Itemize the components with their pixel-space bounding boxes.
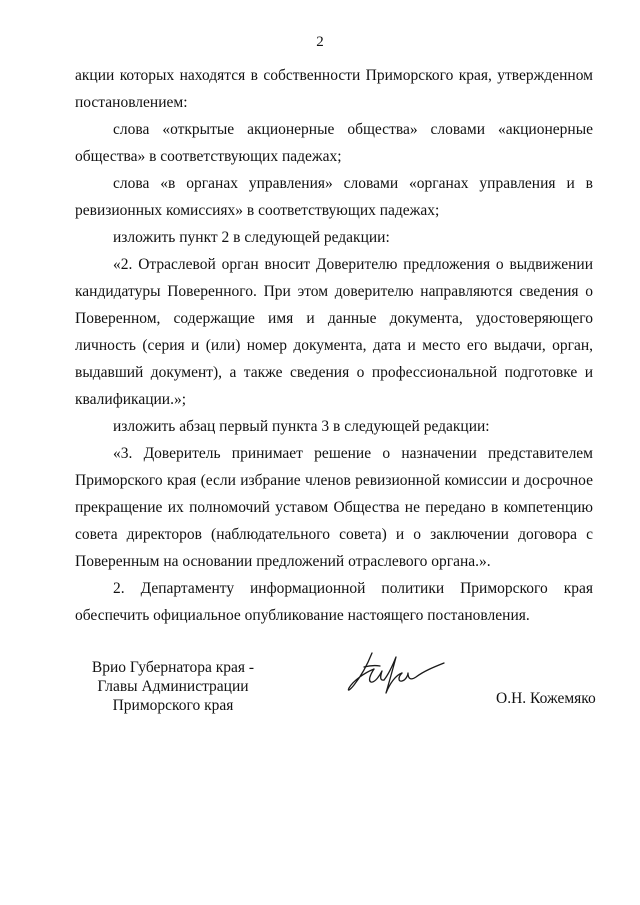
signatory-position-line: Врио Губернатора края - — [91, 659, 255, 676]
paragraph: 2. Департаменту информационной политики Приморского края обеспечить официальное опубликование настоящего постановления. — [75, 580, 593, 624]
paragraph: «2. Отраслевой орган вносит Доверителю предложения о выдвижении кандидатуры Поверенного. При этом доверителю направляются сведения о Поверенном, содержащие имя и данные документа, удостоверяющего личность (серия и (или) номер документа, дата и место его выдачи, орган, выдавший документ), а также сведения о профессиональной подготовке и квалификации.»; — [75, 256, 593, 408]
paragraph: изложить пункт 2 в следующей редакции: — [113, 229, 390, 246]
handwritten-signature — [338, 645, 448, 705]
paragraph: слова «открытые акционерные общества» словами «акционерные общества» в соответствующих падежах; — [75, 121, 593, 165]
paragraph: акции которых находятся в собственности Приморского края, утвержденном постановлением: — [75, 67, 593, 111]
paragraph: «3. Доверитель принимает решение о назначении представителем Приморского края (если избрание членов ревизионной комиссии и досрочное прекращение их полномочий уставом Общества не передано в компетенцию совета директоров (наблюдательного совета) и о заключении договора с Поверенным на основании предложений отраслевого органа.». — [75, 445, 593, 570]
signatory-position-line: Главы Администрации — [97, 678, 249, 695]
signatory-name: О.Н. Кожемяко — [496, 690, 596, 707]
document-body — [75, 62, 593, 629]
paragraph: слова «в органах управления» словами «органах управления и в ревизионных комиссиях» в соответствующих падежах; — [75, 175, 593, 219]
signatory-position — [78, 658, 268, 715]
signatory-position-line: Приморского края — [112, 697, 234, 714]
page-number: 2 — [316, 34, 324, 50]
paragraph: изложить абзац первый пункта 3 в следующей редакции: — [113, 418, 490, 435]
